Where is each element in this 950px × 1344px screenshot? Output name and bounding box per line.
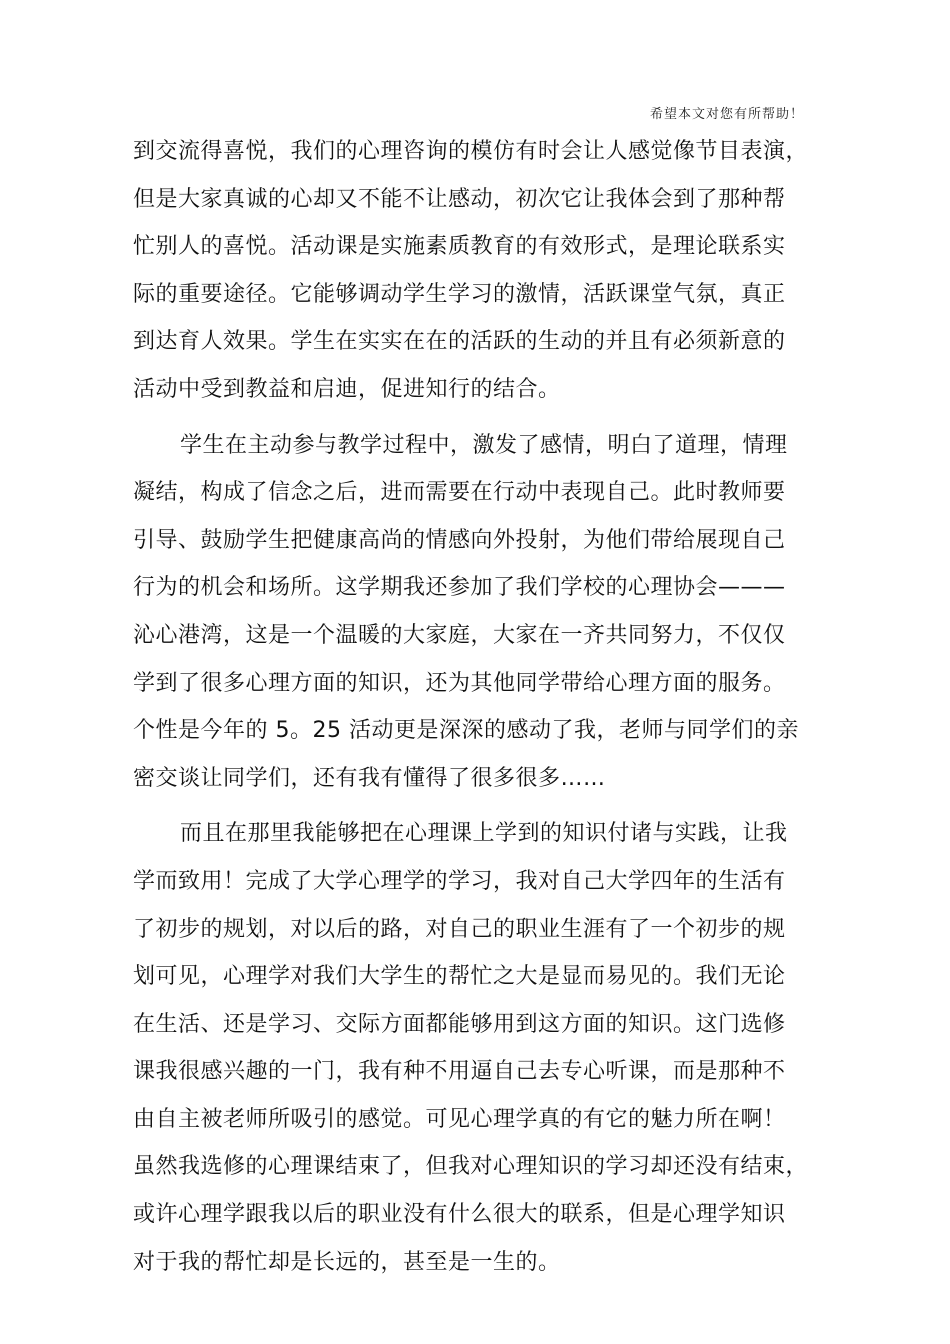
header-note: 希望本文对您有所帮助！ bbox=[650, 107, 805, 122]
text-line: 学到了很多心理方面的知识，还为其他同学带给心理方面的服务。 bbox=[133, 670, 786, 696]
text-line: 对于我的帮忙却是长远的，甚至是一生的。 bbox=[133, 1249, 561, 1275]
text-line: 在生活、还是学习、交际方面都能够用到这方面的知识。这门选修 bbox=[133, 1011, 786, 1037]
text-line: 课我很感兴趣的一门，我有种不用逼自己去专心听课，而是那种不 bbox=[133, 1059, 786, 1085]
text-line: 引导、鼓励学生把健康高尚的情感向外投射，为他们带给展现自己 bbox=[133, 527, 786, 553]
document-body bbox=[133, 128, 833, 1286]
text-line: 虽然我选修的心理课结束了，但我对心理知识的学习却还没有结束， bbox=[133, 1154, 809, 1180]
text-line: 际的重要途径。它能够调动学生学习的激情，活跃课堂气氛，真正 bbox=[133, 281, 786, 307]
text-line: 忙别人的喜悦。活动课是实施素质教育的有效形式，是理论联系实 bbox=[133, 234, 786, 260]
text-line: 但是大家真诚的心却又不能不让感动，初次它让我体会到了那种帮 bbox=[133, 186, 786, 212]
text-line: 到达育人效果。学生在实实在在的活跃的生动的并且有必须新意的 bbox=[133, 329, 786, 355]
text-line: 学而致用！完成了大学心理学的学习，我对自己大学四年的生活有 bbox=[133, 868, 786, 894]
paragraph bbox=[133, 128, 833, 414]
text-line: 沁心港湾，这是一个温暖的大家庭，大家在一齐共同努力，不仅仅 bbox=[133, 622, 786, 648]
text-line: 学生在主动参与教学过程中，激发了感情，明白了道理，情理 bbox=[180, 432, 788, 458]
text-line: 或许心理学跟我以后的职业没有什么很大的联系，但是心理学知识 bbox=[133, 1202, 786, 1228]
text-line: 划可见，心理学对我们大学生的帮忙之大是显而易见的。我们无论 bbox=[133, 964, 786, 990]
text-line: 了初步的规划，对以后的路，对自己的职业生涯有了一个初步的规 bbox=[133, 916, 786, 942]
paragraph bbox=[133, 422, 833, 803]
text-line: 个性是今年的 5。25 活动更是深深的感动了我，老师与同学们的亲 bbox=[133, 718, 799, 744]
text-line: 凝结，构成了信念之后，进而需要在行动中表现自己。此时教师要 bbox=[133, 480, 786, 506]
text-line: 行为的机会和场所。这学期我还参加了我们学校的心理协会——— bbox=[133, 575, 786, 601]
text-line: 而且在那里我能够把在心理课上学到的知识付诸与实践，让我 bbox=[180, 821, 788, 847]
text-line: 密交谈让同学们，还有我有懂得了很多很多…… bbox=[133, 765, 606, 791]
text-line: 活动中受到教益和启迪，促进知行的结合。 bbox=[133, 376, 561, 402]
text-line: 由自主被老师所吸引的感觉。可见心理学真的有它的魅力所在啊！ bbox=[133, 1106, 786, 1132]
paragraph bbox=[133, 810, 833, 1286]
text-line: 到交流得喜悦，我们的心理咨询的模仿有时会让人感觉像节目表演， bbox=[133, 139, 809, 164]
